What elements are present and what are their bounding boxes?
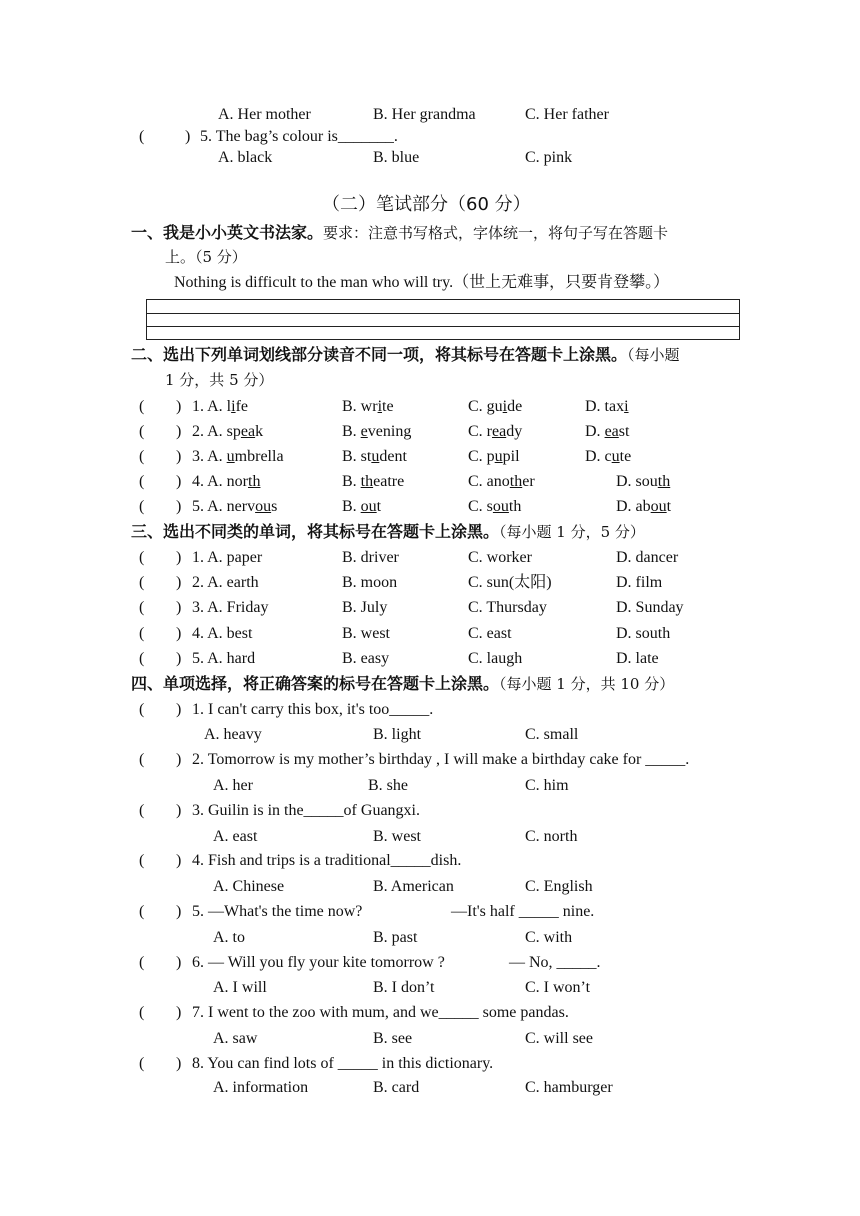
option: C. English xyxy=(525,878,593,895)
option: A. information xyxy=(213,1079,309,1096)
answer-paren-open: ( xyxy=(139,751,145,768)
writing-line xyxy=(147,313,739,314)
section-instruction-cont: 上。（5 分） xyxy=(165,248,247,266)
option: B. light xyxy=(373,726,422,743)
answer-paren-open: ( xyxy=(139,625,145,642)
option: A. Her mother xyxy=(218,106,311,123)
answer-paren-close: ) xyxy=(176,954,182,971)
answer-paren-close: ) xyxy=(176,574,182,591)
option: A. Chinese xyxy=(213,878,285,895)
answer-paren-open: ( xyxy=(139,599,145,616)
answer-paren-open: ( xyxy=(139,128,145,145)
option: A. heavy xyxy=(204,726,262,743)
section-instruction: 要求：注意书写格式，字体统一，将句子写在答题卡 xyxy=(323,224,669,242)
answer-paren-close: ) xyxy=(176,549,182,566)
option: A. east xyxy=(213,828,258,845)
option: C. pupil xyxy=(468,448,520,465)
question-text: 5. —What's the time now? xyxy=(192,903,363,920)
answer-paren-open: ( xyxy=(139,498,145,515)
answer-paren-close: ) xyxy=(176,599,182,616)
option: B. past xyxy=(373,929,418,946)
question-text: 5. The bag’s colour is_______. xyxy=(200,128,398,145)
option: 1. A. life xyxy=(192,398,249,415)
answer-paren-open: ( xyxy=(139,650,145,667)
writing-line xyxy=(147,326,739,327)
option: B. see xyxy=(373,1030,413,1047)
answer-paren-close: ) xyxy=(176,1004,182,1021)
question-text: 2. Tomorrow is my mother’s birthday , I will make a birthday cake for _____. xyxy=(192,751,690,768)
section-heading: 三、选出不同类的单词，将其标号在答题卡上涂黑。 xyxy=(131,522,500,541)
option: B. out xyxy=(342,498,382,515)
answer-paren-open: ( xyxy=(139,954,145,971)
option: 2. A. earth xyxy=(192,574,259,591)
option: D. dancer xyxy=(616,549,679,566)
option: C. will see xyxy=(525,1030,593,1047)
option: D. taxi xyxy=(585,398,629,415)
option: C. laugh xyxy=(468,650,523,667)
option: B. card xyxy=(373,1079,420,1096)
option: 1. A. paper xyxy=(192,549,263,566)
option: B. write xyxy=(342,398,394,415)
option: A. I will xyxy=(213,979,267,996)
option: D. south xyxy=(616,473,671,490)
answer-paren-close: ) xyxy=(176,650,182,667)
answer-paren-close: ) xyxy=(176,423,182,440)
section-heading: 二、选出下列单词划线部分读音不同一项，将其标号在答题卡上涂黑。 xyxy=(131,345,628,364)
option: A. saw xyxy=(213,1030,258,1047)
option: D. south xyxy=(616,625,671,642)
handwriting-lines[interactable] xyxy=(146,299,740,340)
option: C. with xyxy=(525,929,573,946)
answer-paren-open: ( xyxy=(139,398,145,415)
section-heading: 一、我是小小英文书法家。 xyxy=(131,223,324,242)
question-text-response: —It's half _____ nine. xyxy=(451,903,595,920)
option: D. cute xyxy=(585,448,632,465)
section-1-header xyxy=(131,222,668,245)
answer-paren-open: ( xyxy=(139,1004,145,1021)
option: 4. A. best xyxy=(192,625,253,642)
option: B. blue xyxy=(373,149,420,166)
option: C. him xyxy=(525,777,569,794)
answer-paren-open: ( xyxy=(139,852,145,869)
option: B. July xyxy=(342,599,388,616)
answer-paren-close: ) xyxy=(176,852,182,869)
answer-paren-open: ( xyxy=(139,549,145,566)
answer-paren-close: ) xyxy=(185,128,191,145)
option: B. easy xyxy=(342,650,390,667)
option: B. west xyxy=(373,828,421,845)
section-title: （二）笔试部分（60 分） xyxy=(322,194,531,215)
option: B. theatre xyxy=(342,473,405,490)
option: A. to xyxy=(213,929,245,946)
option: A. black xyxy=(218,149,273,166)
option: B. I don’t xyxy=(373,979,435,996)
option: C. guide xyxy=(468,398,523,415)
option: D. about xyxy=(616,498,672,515)
option: A. her xyxy=(213,777,253,794)
option: C. I won’t xyxy=(525,979,591,996)
answer-paren-close: ) xyxy=(176,802,182,819)
answer-paren-open: ( xyxy=(139,448,145,465)
answer-paren-close: ) xyxy=(176,498,182,515)
section-heading: 四、单项选择，将正确答案的标号在答题卡上涂黑。 xyxy=(131,674,500,693)
answer-paren-close: ) xyxy=(176,903,182,920)
question-text: 3. Guilin is in the_____of Guangxi. xyxy=(192,802,420,819)
answer-paren-open: ( xyxy=(139,574,145,591)
option: B. west xyxy=(342,625,390,642)
question-text: 4. Fish and trips is a traditional_____dish. xyxy=(192,852,462,869)
option: 4. A. north xyxy=(192,473,261,490)
option: C. worker xyxy=(468,549,532,566)
option: C. east xyxy=(468,625,512,642)
section-2-header xyxy=(131,344,680,367)
answer-paren-open: ( xyxy=(139,701,145,718)
question-text: 6. — Will you fly your kite tomorrow ? xyxy=(192,954,445,971)
option: 3. A. umbrella xyxy=(192,448,284,465)
option: D. film xyxy=(616,574,663,591)
answer-paren-close: ) xyxy=(176,701,182,718)
option: C. ready xyxy=(468,423,523,440)
answer-paren-close: ) xyxy=(176,473,182,490)
answer-paren-close: ) xyxy=(176,1055,182,1072)
option: C. hamburger xyxy=(525,1079,613,1096)
section-4-header xyxy=(131,673,674,696)
option: D. Sunday xyxy=(616,599,684,616)
option: C. Thursday xyxy=(468,599,547,616)
option: C. another xyxy=(468,473,535,490)
answer-paren-open: ( xyxy=(139,802,145,819)
answer-paren-close: ) xyxy=(176,751,182,768)
option: B. student xyxy=(342,448,407,465)
option: C. south xyxy=(468,498,522,515)
option: 5. A. nervous xyxy=(192,498,278,515)
option: B. evening xyxy=(342,423,412,440)
option: B. she xyxy=(368,777,408,794)
option: B. American xyxy=(373,878,454,895)
option: C. sun(太阳) xyxy=(468,574,552,591)
option: D. east xyxy=(585,423,630,440)
option: B. Her grandma xyxy=(373,106,476,123)
copy-sentence: Nothing is difficult to the man who will try.（世上无难事，只要肯登攀。） xyxy=(174,274,670,291)
answer-paren-close: ) xyxy=(176,398,182,415)
option: 2. A. speak xyxy=(192,423,264,440)
option: B. moon xyxy=(342,574,398,591)
option: B. driver xyxy=(342,549,399,566)
option: 5. A. hard xyxy=(192,650,256,667)
section-note: （每小题 1 分，共 10 分） xyxy=(499,675,675,693)
section-note: （每小题 xyxy=(627,346,680,364)
section-note: （每小题 1 分，5 分） xyxy=(499,523,645,541)
option: C. north xyxy=(525,828,578,845)
option: C. pink xyxy=(525,149,573,166)
question-text: 7. I went to the zoo with mum, and we_____ some pandas. xyxy=(192,1004,569,1021)
answer-paren-open: ( xyxy=(139,473,145,490)
answer-paren-open: ( xyxy=(139,1055,145,1072)
question-text: 8. You can find lots of _____ in this dictionary. xyxy=(192,1055,494,1072)
answer-paren-close: ) xyxy=(176,448,182,465)
section-3-header xyxy=(131,521,645,544)
question-text-response: — No, _____. xyxy=(509,954,601,971)
answer-paren-open: ( xyxy=(139,903,145,920)
option: C. small xyxy=(525,726,579,743)
answer-paren-close: ) xyxy=(176,625,182,642)
question-text: 1. I can't carry this box, it's too_____. xyxy=(192,701,434,718)
option: C. Her father xyxy=(525,106,609,123)
section-note-cont: 1 分，共 5 分） xyxy=(165,371,274,389)
answer-paren-open: ( xyxy=(139,423,145,440)
option: D. late xyxy=(616,650,659,667)
option: 3. A. Friday xyxy=(192,599,269,616)
